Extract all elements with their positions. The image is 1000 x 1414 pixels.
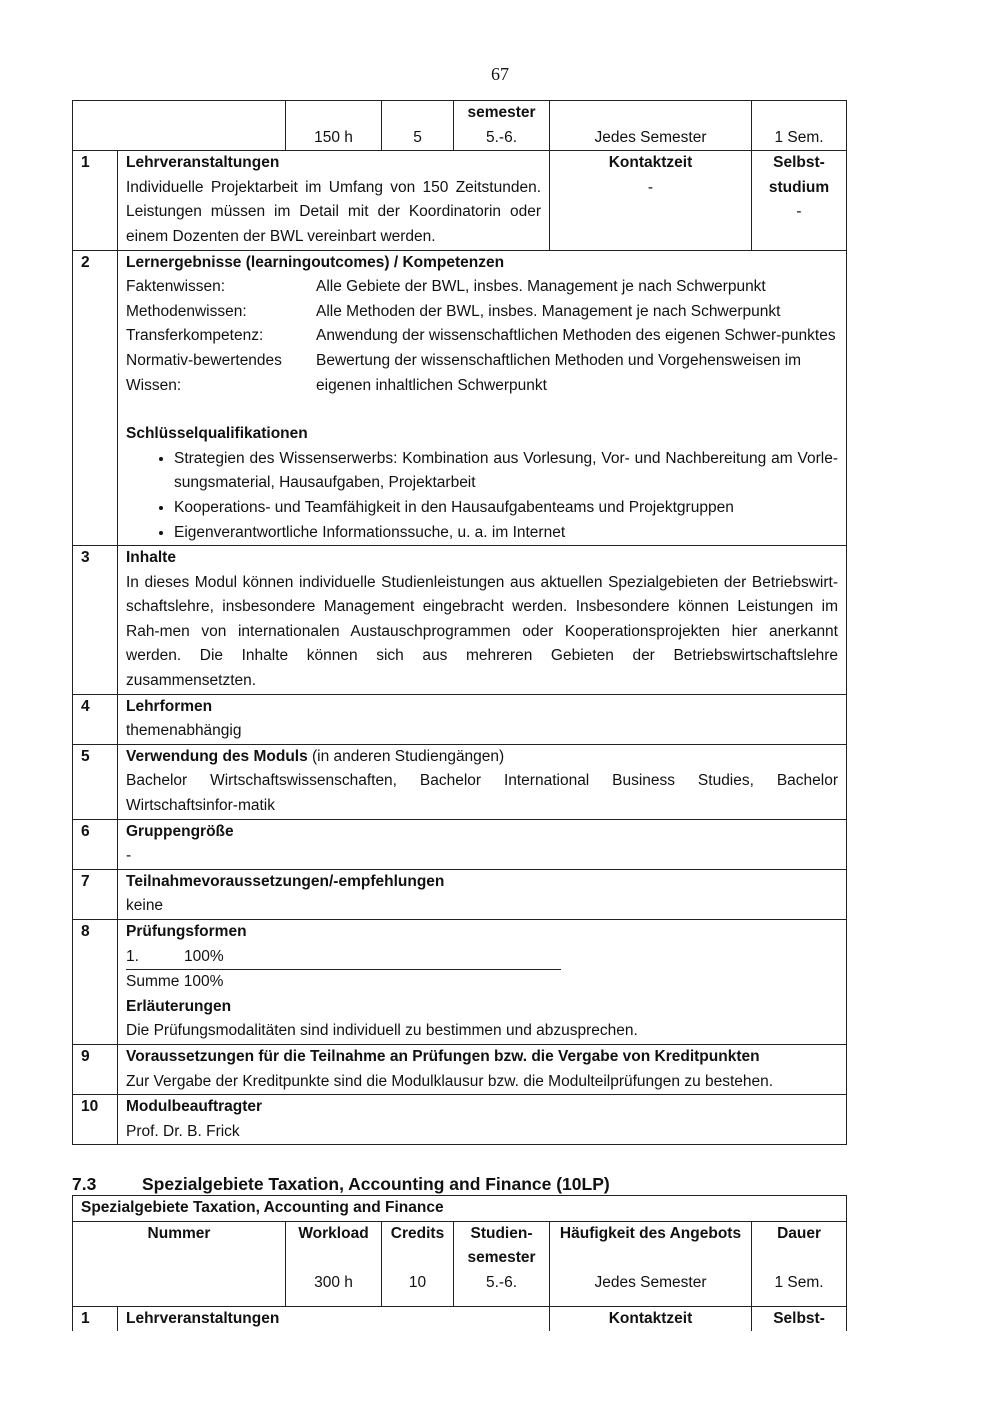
explanations-text: Die Prüfungsmodalitäten sind individuell zu bestimmen und abzusprechen. <box>126 1022 638 1040</box>
row-title: Voraussetzungen für die Teilnahme an Prüfungen bzw. die Vergabe von Kreditpunkten <box>126 1047 760 1065</box>
row-content <box>118 694 847 744</box>
workload-value: 300 h <box>314 1273 353 1291</box>
duration-value: 1 Sem. <box>752 101 847 151</box>
header-values-row <box>73 101 847 151</box>
competence-value: Anwendung der wissenschaftlichen Methoden des eigenen Schwer-punktes <box>316 327 836 345</box>
row-content <box>118 546 847 695</box>
semester-header: semester <box>467 1249 536 1267</box>
competence-label: Transferkompetenz: <box>126 327 264 345</box>
row-title: Lehrformen <box>126 697 213 715</box>
row-text: themenabhängig <box>126 722 242 740</box>
semester-value: 5.-6. <box>485 1273 517 1291</box>
row-lehrformen <box>73 694 847 744</box>
workload-header-cell <box>286 1221 382 1306</box>
row-number: 5 <box>73 744 118 819</box>
row-number: 1 <box>73 151 118 250</box>
credits-value: 10 <box>408 1273 427 1291</box>
column-header-row <box>73 1221 847 1306</box>
studien-header: Studien- <box>470 1224 533 1242</box>
row-text: keine <box>126 897 164 915</box>
row-content <box>118 1044 847 1094</box>
row-number: 10 <box>73 1095 118 1145</box>
row-content <box>118 819 847 869</box>
duration-value: 1 Sem. <box>774 1273 824 1291</box>
competence-list <box>126 275 838 398</box>
frequency-value: Jedes Semester <box>594 1273 707 1291</box>
workload-header: Workload <box>298 1224 369 1242</box>
module-title: Spezialgebiete Taxation, Accounting and Finance <box>73 1196 847 1222</box>
exam-weight: 100% <box>184 947 224 965</box>
row-title: Prüfungsformen <box>126 923 247 940</box>
key-qualifications-list <box>126 447 838 545</box>
row-title: Inhalte <box>126 549 176 567</box>
row-number: 6 <box>73 819 118 869</box>
section-title: Spezialgebiete Taxation, Accounting and Finance (10LP) <box>142 1174 610 1194</box>
module-table <box>72 100 847 1145</box>
row-content <box>118 869 847 919</box>
credits-header-cell <box>382 1221 454 1306</box>
row-number: 2 <box>73 250 118 546</box>
row-teilnahmevoraussetzungen <box>73 869 847 919</box>
row-inhalte <box>73 546 847 695</box>
credits-header: Credits <box>390 1224 445 1242</box>
list-item: • Eigenverantwortliche Informationssuche, u. a. im Internet <box>174 521 838 546</box>
row-text: Zur Vergabe der Kreditpunkte sind die Modulklausur bzw. die Modulteilprüfungen zu bestehen. <box>126 1072 774 1090</box>
section-number: 7.3 <box>72 1174 97 1194</box>
row-title-suffix: (in anderen Studiengängen) <box>307 747 505 765</box>
haeufigkeit-header-cell <box>550 1221 752 1306</box>
row-verwendung <box>73 744 847 819</box>
selbststudium-label: Selbst- <box>752 1306 847 1331</box>
explanations-title: Erläuterungen <box>126 997 232 1015</box>
row-content <box>118 151 550 250</box>
selbststudium-label: Selbst-studium <box>768 154 830 196</box>
kontaktzeit-label: Kontaktzeit <box>608 154 693 172</box>
row-title: Modulbeauftragter <box>126 1098 263 1116</box>
row-content <box>118 920 847 1045</box>
selbststudium-cell <box>752 151 847 250</box>
row-text: Prof. Dr. B. Frick <box>126 1122 240 1140</box>
exam-line <box>126 945 838 970</box>
row-lernergebnisse <box>73 250 847 546</box>
row-number: 8 <box>73 920 118 1045</box>
row-content <box>118 1306 550 1331</box>
competence-value: Alle Methoden der BWL, insbes. Management je nach Schwerpunkt <box>316 302 781 320</box>
row-voraussetzungen-pruefung <box>73 1044 847 1094</box>
kontaktzeit-value: - <box>647 178 654 196</box>
row-title: Lehrveranstaltungen <box>126 154 280 172</box>
row-title: Teilnahmevoraussetzungen/-empfehlungen <box>126 872 445 890</box>
list-item: • Strategien des Wissenserwerbs: Kombination aus Vorlesung, Vor- und Nachbereitung am Vorle-sungsmaterial, Hausaufgaben, Projektarbeit <box>174 447 838 496</box>
page-number: 67 <box>491 64 509 84</box>
nummer-header: Nummer <box>147 1224 211 1242</box>
row-text: - <box>126 847 132 865</box>
competence-label: Methodenwissen: <box>126 302 247 320</box>
row-gruppengroesse <box>73 819 847 869</box>
competence-label: Normativ-bewertendes Wissen: <box>126 351 282 394</box>
row-title: Gruppengröße <box>126 822 234 840</box>
row-text: Bachelor Wirtschaftswissenschaften, Bachelor International Business Studies, Bachelor Wirtschaftsinfor-matik <box>126 772 838 815</box>
dauer-header: Dauer <box>777 1224 821 1242</box>
row-number: 3 <box>73 546 118 695</box>
competence-value: Alle Gebiete der BWL, insbes. Management je nach Schwerpunkt <box>316 278 766 296</box>
kontaktzeit-label: Kontaktzeit <box>550 1306 752 1331</box>
competence-label: Faktenwissen: <box>126 278 226 296</box>
row-title: Lehrveranstaltungen <box>126 1309 280 1327</box>
row-number: 4 <box>73 694 118 744</box>
competence-value: Bewertung der wissenschaftlichen Methoden und Vorgehensweisen im eigenen inhaltlichen Schwerpunkt <box>316 351 802 394</box>
module-title-row <box>73 1196 847 1222</box>
section-heading <box>72 1172 846 1196</box>
kontaktzeit-cell <box>550 151 752 250</box>
selbststudium-value: - <box>796 203 802 221</box>
row-content <box>118 250 847 546</box>
nummer-header-cell <box>73 1221 286 1306</box>
row-modulbeauftragter <box>73 1095 847 1145</box>
row-pruefungsformen <box>73 920 847 1045</box>
sum-line: Summe 100% <box>126 969 561 995</box>
workload-value: 150 h <box>286 101 382 151</box>
row-content <box>118 744 847 819</box>
credits-value: 5 <box>382 101 454 151</box>
module-table-2 <box>72 1195 847 1331</box>
row-text: In dieses Modul können individuelle Studienleistungen aus aktuellen Spezialgebieten der Betriebswirt-schaftslehre, insbesondere Management eingebracht werden. Insbesondere können Leistungen im Rah-men von internationalen Austauschprogrammen oder Kooperationsprojekten hier anerkannt werden. Die Inhalte können sich aus mehreren Gebieten der Betriebswirtschaftslehre zusammensetzten. <box>126 573 838 690</box>
row-number: 1 <box>73 1306 118 1331</box>
studiensemester-header-cell <box>454 1221 550 1306</box>
key-qualifications-title: Schlüsselqualifikationen <box>126 425 308 443</box>
row-content <box>118 1095 847 1145</box>
haeufigkeit-header: Häufigkeit des Angebots <box>559 1224 742 1242</box>
row-title-line <box>126 745 838 770</box>
row-number: 9 <box>73 1044 118 1094</box>
row-title: Lernergebnisse (learningoutcomes) / Kompetenzen <box>126 253 505 271</box>
row-lehrveranstaltungen <box>73 1306 847 1331</box>
semester-label: semester <box>467 104 536 121</box>
dauer-header-cell <box>752 1221 847 1306</box>
semester-cell <box>454 101 550 151</box>
semester-value: 5.-6. <box>485 128 517 146</box>
frequency-value: Jedes Semester <box>550 101 752 151</box>
row-lehrveranstaltungen <box>73 151 847 250</box>
row-number: 7 <box>73 869 118 919</box>
row-title: Verwendung des Moduls <box>126 747 308 765</box>
list-item: • Kooperations- und Teamfähigkeit in den Hausaufgabenteams und Projektgruppen <box>174 496 838 521</box>
row-text: Individuelle Projektarbeit im Umfang von 150 Zeitstunden. Leistungen müssen im Detail mit der Koordinatorin oder einem Dozenten der BWL vereinbart werden. <box>126 178 541 245</box>
exam-number: 1. <box>126 947 139 965</box>
